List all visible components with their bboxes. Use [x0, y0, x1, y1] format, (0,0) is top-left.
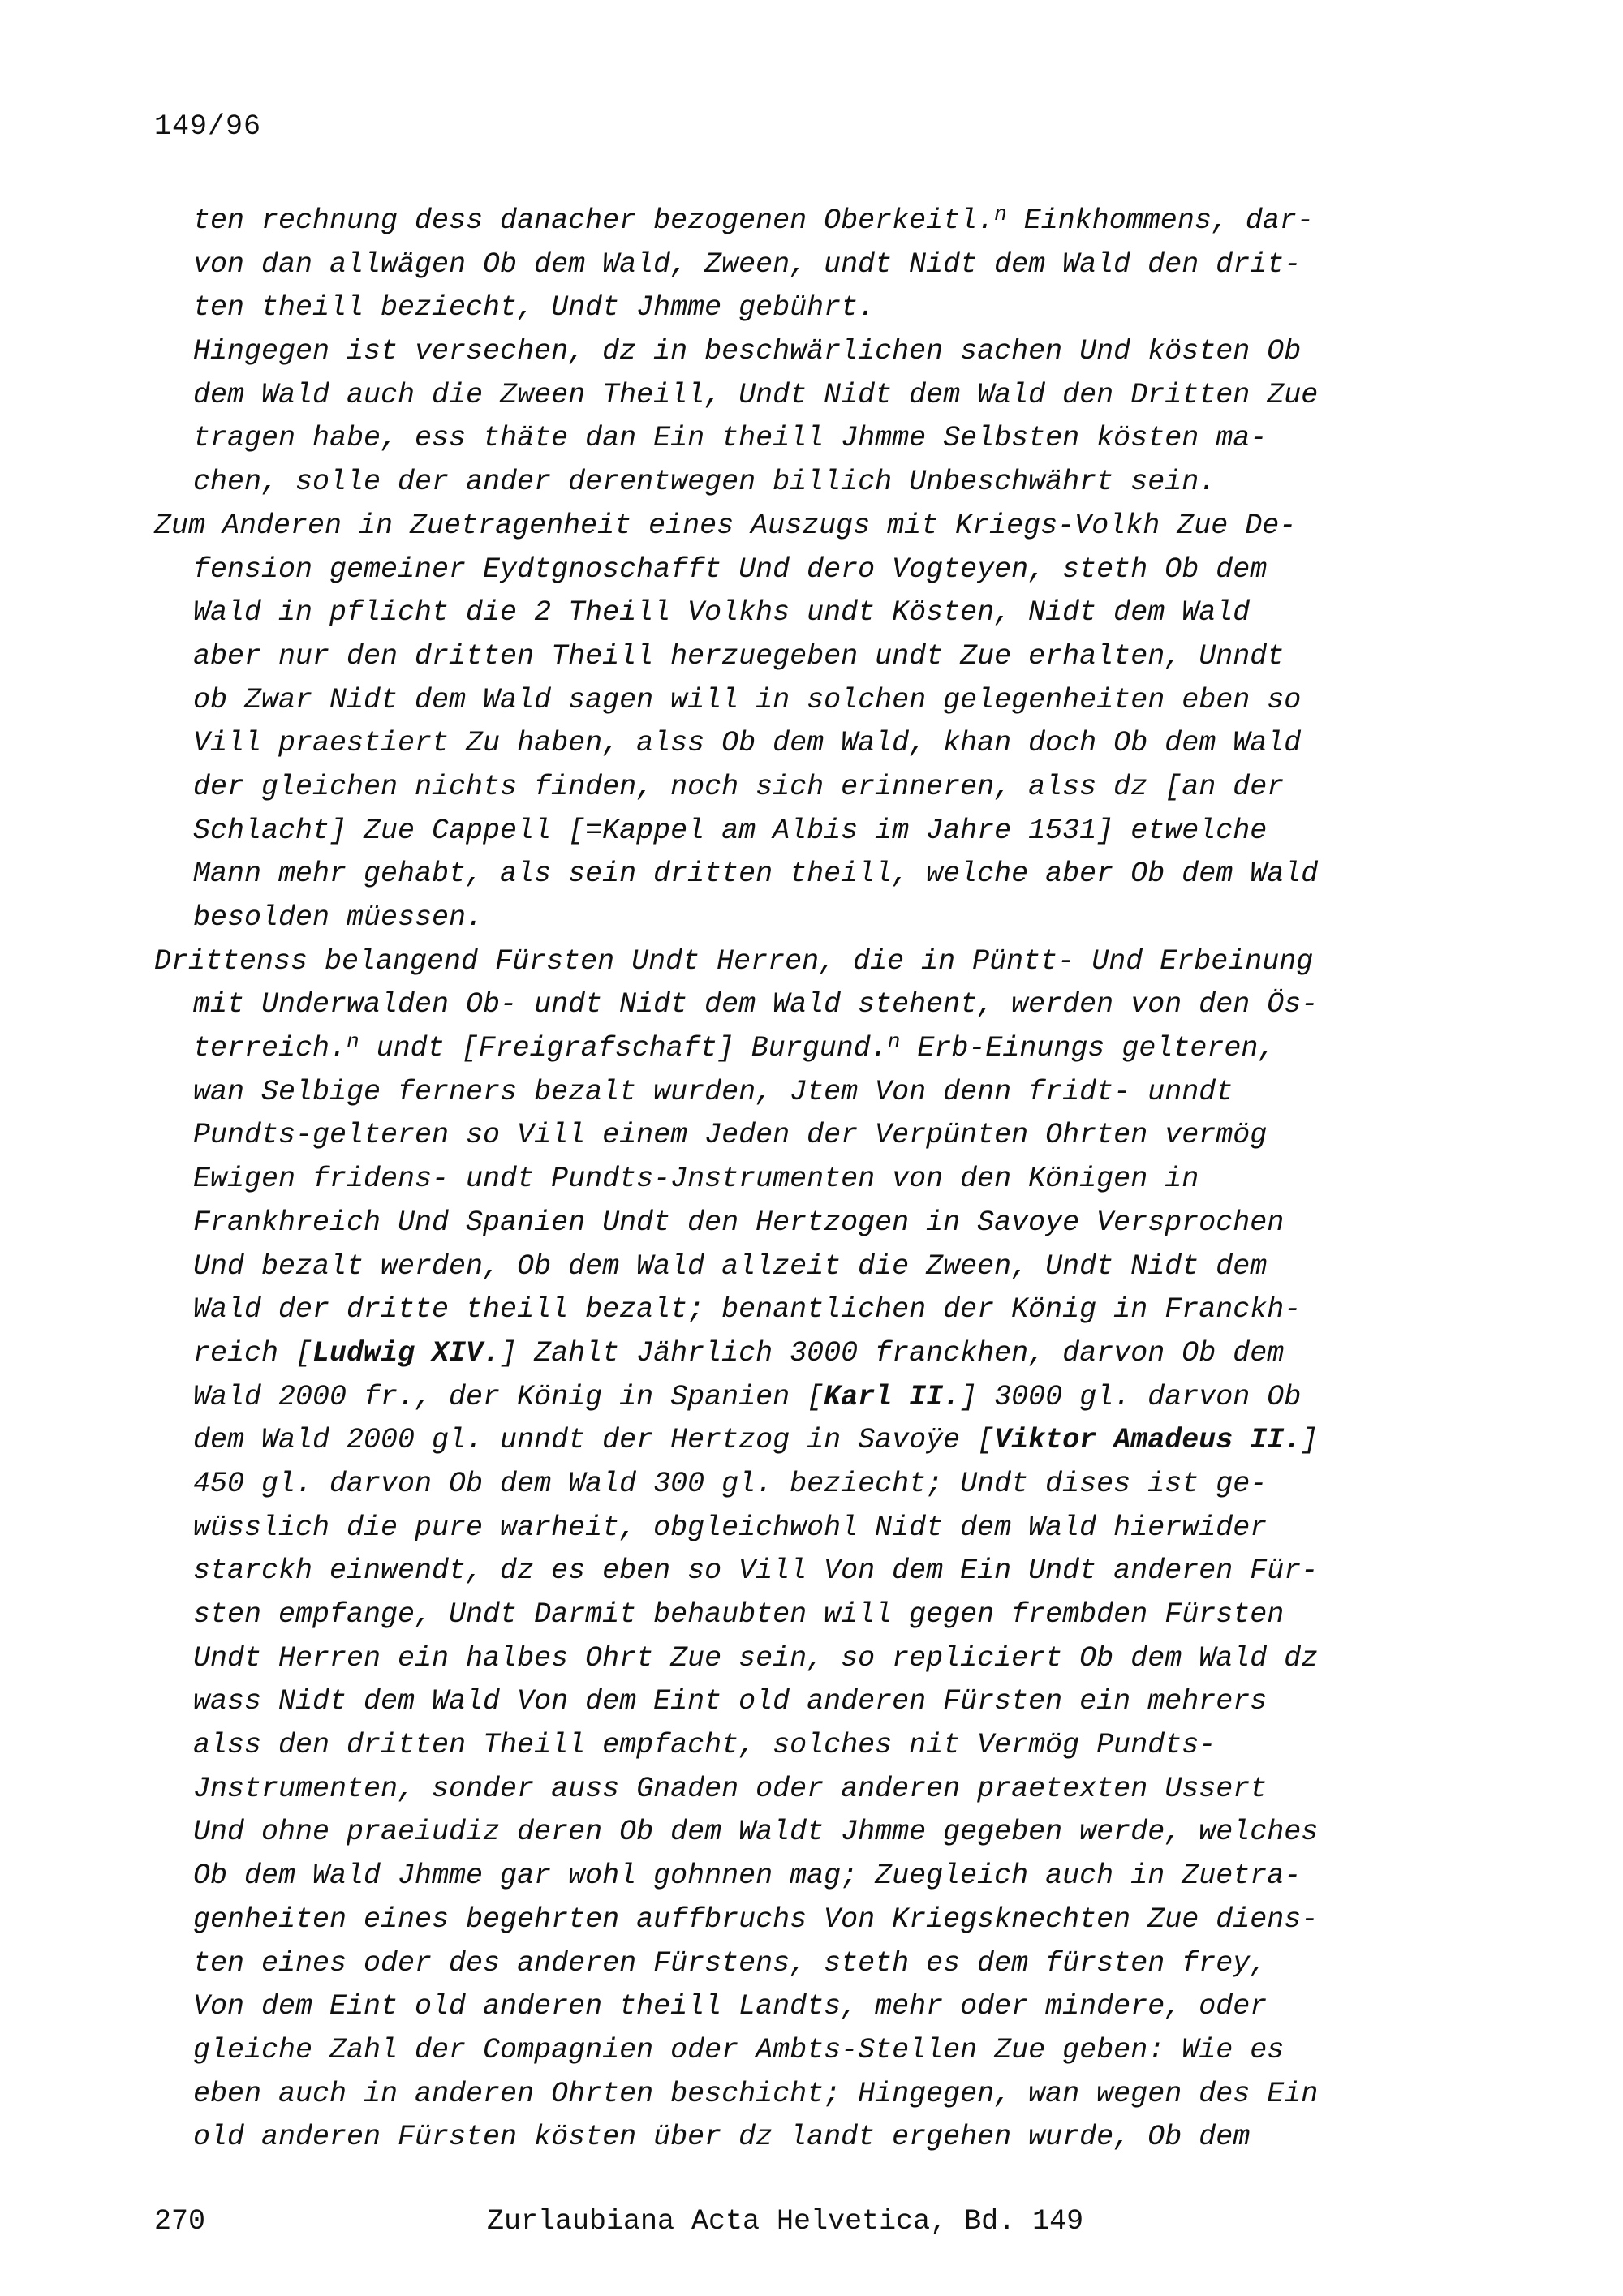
text-line: Ewigen fridens- undt Pundts-Jnstrumenten von den Königen in	[193, 1163, 1199, 1196]
text-line: terreich.$^n$ undt [Freigrafschaft] Burgund.$^n$ Erb-Einungs gelteren,	[193, 1030, 1276, 1065]
text-line: eben auch in anderen Ohrten beschicht; Hingegen, wan wegen des Ein	[193, 2077, 1319, 2110]
text-line: Und ohne praeiudiz deren Ob dem Waldt Jhmme gegeben werde, welches	[193, 1816, 1319, 1849]
footer-publication-title: Zurlaubiana Acta Helvetica, Bd. 149	[487, 2205, 1084, 2238]
text-line: Schlacht] Zue Cappell [=Kappel am Albis im Jahre 1531] etwelche	[193, 814, 1268, 847]
text-line: ten theill beziecht, Undt Jhmme gebührt.	[193, 291, 876, 325]
text-line: alss den dritten Theill empfacht, solches nit Vermög Pundts-	[193, 1729, 1216, 1762]
paragraph-start-line: Zum Anderen in Zuetragenheit eines Auszugs mit Kriegs-Volkh Zue De-	[154, 509, 1297, 542]
text-line: old anderen Fürsten kösten über dz landt ergehen wurde, Ob dem	[193, 2121, 1251, 2154]
text-line: Wald in pflicht die 2 Theill Volkhs undt Kösten, Nidt dem Wald	[193, 596, 1251, 630]
text-line: Hingegen ist versechen, dz in beschwärlichen sachen Und kösten Ob	[193, 335, 1302, 368]
text-line: sten empfange, Undt Darmit behaubten will gegen frembden Fürsten	[193, 1598, 1285, 1631]
text-line: gleiche Zahl der Compagnien oder Ambts-Stellen Zue geben: Wie es	[193, 2033, 1285, 2066]
footer-page-number: 270	[154, 2205, 206, 2238]
text-line: 450 gl. darvon Ob dem Wald 300 gl. beziecht; Undt dises ist ge-	[193, 1467, 1268, 1500]
text-line: dem Wald auch die Zween Theill, Undt Nidt dem Wald den Dritten Zue	[193, 378, 1319, 411]
text-line: dem Wald 2000 gl. unndt der Hertzog in Savoÿe [Viktor Amadeus II.]	[193, 1424, 1319, 1457]
text-line: besolden müessen.	[193, 901, 484, 934]
page-reference: 149/96	[154, 110, 262, 143]
text-line: tragen habe, ess thäte dan Ein theill Jhmme Selbsten kösten ma-	[193, 422, 1268, 455]
text-line: Wald 2000 fr., der König in Spanien [Karl II.] 3000 gl. darvon Ob	[193, 1380, 1302, 1413]
text-line: mit Underwalden Ob- undt Nidt dem Wald stehent, werden von den Ös-	[193, 988, 1319, 1021]
text-line: genheiten eines begehrten auffbruchs Von Kriegsknechten Zue diens-	[193, 1903, 1319, 1936]
text-line: ten rechnung dess danacher bezogenen Oberkeitl.$^n$ Einkhommens, dar-	[193, 202, 1314, 237]
text-line: ten eines oder des anderen Fürstens, steth es dem fürsten frey,	[193, 1946, 1268, 1980]
document-body	[154, 200, 1420, 2160]
text-line: wan Selbige ferners bezalt wurden, Jtem Von denn fridt- unndt	[193, 1075, 1233, 1108]
text-line: reich [Ludwig XIV.] Zahlt Jährlich 3000 franckhen, darvon Ob dem	[193, 1336, 1285, 1369]
text-line: Von dem Eint old anderen theill Landts, mehr oder mindere, oder	[193, 1990, 1268, 2023]
text-line: Ob dem Wald Jhmme gar wohl gohnnen mag; Zuegleich auch in Zuetra-	[193, 1860, 1302, 1893]
text-line: Vill praestiert Zu haben, alss Ob dem Wald, khan doch Ob dem Wald	[193, 727, 1302, 760]
text-line: Frankhreich Und Spanien Undt den Hertzogen in Savoye Versprochen	[193, 1206, 1285, 1239]
text-line: aber nur den dritten Theill herzuegeben undt Zue erhalten, Unndt	[193, 639, 1285, 673]
text-line: Und bezalt werden, Ob dem Wald allzeit die Zween, Undt Nidt dem	[193, 1249, 1268, 1283]
text-line: starckh einwendt, dz es eben so Vill Von dem Ein Undt anderen Für-	[193, 1554, 1319, 1588]
paragraph-start-line: Drittenss belangend Fürsten Undt Herren, die in Püntt- Und Erbeinung	[154, 944, 1314, 978]
text-line: von dan allwägen Ob dem Wald, Zween, undt Nidt dem Wald den drit-	[193, 247, 1302, 281]
text-line: Undt Herren ein halbes Ohrt Zue sein, so repliciert Ob dem Wald dz	[193, 1641, 1319, 1675]
text-line: Wald der dritte theill bezalt; benantlichen der König in Franckh-	[193, 1293, 1302, 1326]
text-line: wass Nidt dem Wald Von dem Eint old anderen Fürsten ein mehrers	[193, 1685, 1268, 1718]
text-line: Mann mehr gehabt, als sein dritten theill, welche aber Ob dem Wald	[193, 858, 1319, 891]
text-line: fension gemeiner Eydtgnoschafft Und dero Vogteyen, steth Ob dem	[193, 553, 1268, 586]
text-line: Jnstrumenten, sonder auss Gnaden oder anderen praetexten Ussert	[193, 1772, 1268, 1805]
text-line: der gleichen nichts finden, noch sich erinneren, alss dz [an der	[193, 770, 1285, 803]
text-line: ob Zwar Nidt dem Wald sagen will in solchen gelegenheiten eben so	[193, 683, 1302, 716]
text-line: wüsslich die pure warheit, obgleichwohl Nidt dem Wald hierwider	[193, 1511, 1268, 1544]
text-line: chen, solle der ander derentwegen billich Unbeschwährt sein.	[193, 466, 1216, 499]
text-line: Pundts-gelteren so Vill einem Jeden der Verpünten Ohrten vermög	[193, 1119, 1268, 1152]
